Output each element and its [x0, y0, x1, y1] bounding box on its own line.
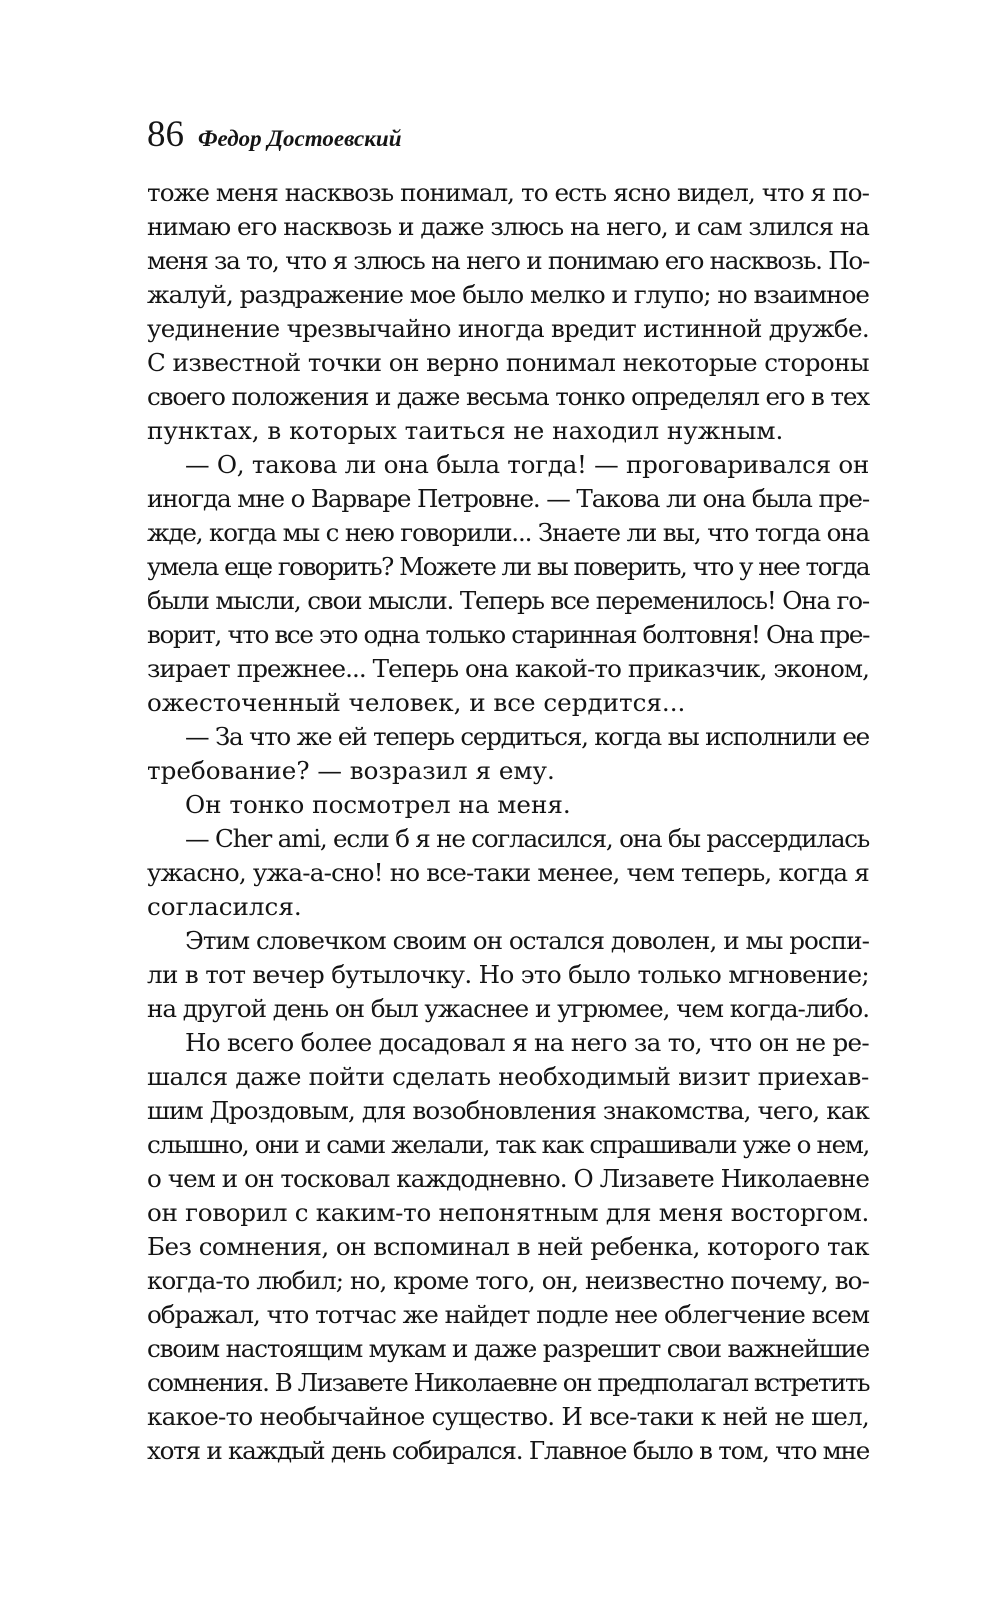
text-line: уединение чрезвычайно иногда вредит истинной дружбе.: [147, 314, 869, 343]
text-line: Этим словечком своим он остался доволен, и мы роспи-: [185, 926, 869, 955]
text-line: Без сомнения, он вспоминал в ней ребенка, которого так: [147, 1232, 869, 1261]
text-line: Но всего более досадовал я на него за то, что он не ре-: [185, 1028, 870, 1057]
text-line: на другой день он был ужаснее и угрюмее, чем когда-либо.: [147, 994, 869, 1023]
text-line: умела еще говорить? Можете ли вы поверить, что у нее тогда: [147, 552, 869, 581]
body-text: [147, 176, 869, 1468]
text-line: меня за то, что я злюсь на него и понимаю его насквозь. По-: [147, 246, 869, 275]
text-line: — О, такова ли она была тогда! — проговаривался он: [185, 450, 870, 479]
text-line: были мысли, свои мысли. Теперь все переменилось! Она го-: [147, 586, 869, 615]
text-line: слышно, они и сами желали, так как спрашивали уже о нем,: [147, 1130, 870, 1159]
text-line: своего положения и даже весьма тонко определял его в тех: [147, 382, 869, 411]
text-line: ожесточенный человек, и все сердится...: [147, 688, 686, 717]
text-line: хотя и каждый день собирался. Главное было в том, что мне: [147, 1436, 869, 1465]
running-head: Федор Достоевский: [198, 126, 402, 151]
text-line: какое-то необычайное существо. И все-таки к ней не шел,: [147, 1402, 869, 1431]
text-line: жде, когда мы с нею говорили... Знаете ли вы, что тогда она: [147, 518, 869, 547]
text-line: — За что же ей теперь сердиться, когда вы исполнили ее: [185, 722, 869, 751]
text-line: ображал, что тотчас же найдет подле нее облегчение всем: [147, 1300, 869, 1329]
text-line: жалуй, раздражение мое было мелко и глупо; но взаимное: [147, 280, 869, 309]
text-line: пунктах, в которых таиться не находил нужным.: [147, 416, 784, 445]
text-line: когда-то любил; но, кроме того, он, неизвестно почему, во-: [147, 1266, 869, 1295]
text-line: тоже меня насквозь понимал, то есть ясно видел, что я по-: [147, 178, 869, 207]
page-number: 86: [147, 114, 184, 155]
text-line: С известной точки он верно понимал некоторые стороны: [147, 348, 869, 377]
text-line: ли в тот вечер бутылочку. Но это было только мгновение;: [147, 960, 869, 989]
text-line: требование? — возразил я ему.: [147, 756, 555, 785]
text-line: зирает прежнее... Теперь она какой-то приказчик, эконом,: [147, 654, 869, 683]
text-line: Он тонко посмотрел на меня.: [185, 790, 571, 819]
text-line: шался даже пойти сделать необходимый визит приехав-: [147, 1062, 869, 1091]
text-line: своим настоящим мукам и даже разрешит свои важнейшие: [147, 1334, 869, 1363]
text-line: о чем и он тосковал каждодневно. О Лизавете Николаевне: [147, 1164, 869, 1193]
page-header: [147, 110, 402, 160]
text-line: сомнения. В Лизавете Николаевне он предполагал встретить: [147, 1368, 869, 1397]
text-line: ворит, что все это одна только старинная болтовня! Она пре-: [147, 620, 870, 649]
text-line: нимаю его насквозь и даже злюсь на него, и сам злился на: [147, 212, 869, 241]
text-line: согласился.: [147, 892, 302, 921]
text-line: шим Дроздовым, для возобновления знакомства, чего, как: [147, 1096, 869, 1125]
text-line: — Cher ami, если б я не согласился, она бы рассердилась: [185, 824, 869, 853]
text-line: ужасно, ужа-а-сно! но все-таки менее, чем теперь, когда я: [147, 858, 869, 887]
text-line: иногда мне о Варваре Петровне. — Такова ли она была пре-: [147, 484, 870, 513]
text-line: он говорил с каким-то непонятным для меня восторгом.: [147, 1198, 870, 1227]
